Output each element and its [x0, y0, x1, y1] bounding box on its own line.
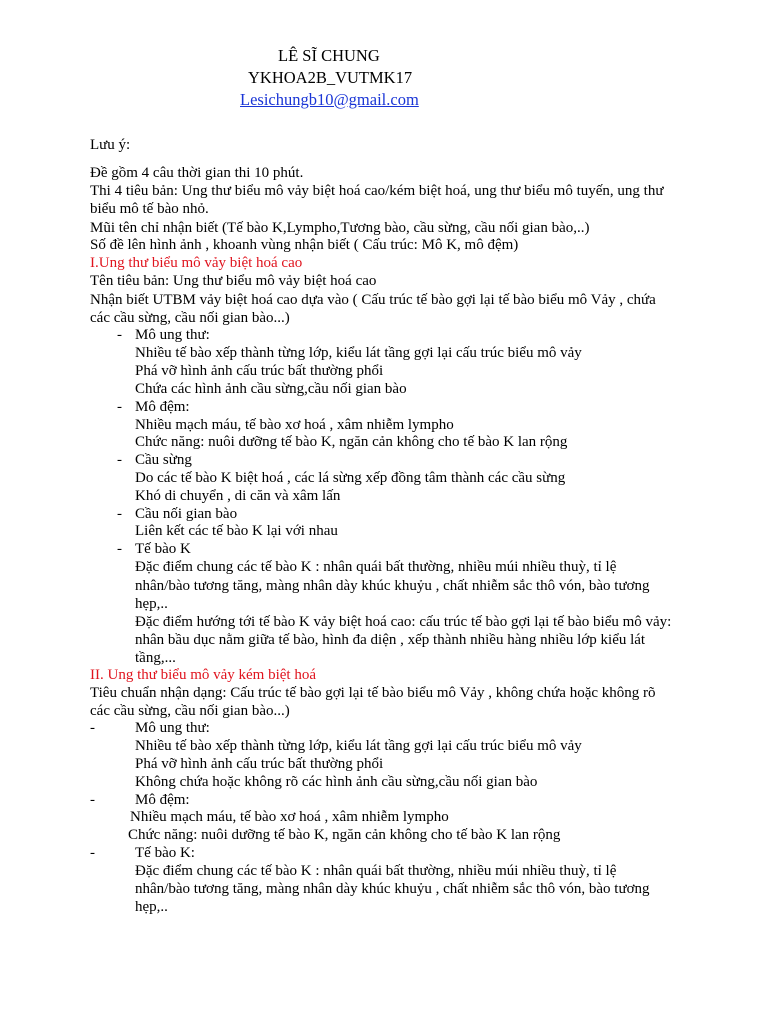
body-line: các cầu sừng, cầu nối gian bào...)	[90, 703, 290, 719]
list-line: Nhiều mạch máu, tế bào xơ hoá , xâm nhiễm lympho	[135, 417, 454, 433]
list-line: tầng,...	[135, 650, 176, 666]
list-line: Chức năng: nuôi dưỡng tế bào K, ngăn cản không cho tế bào K lan rộng	[135, 434, 568, 450]
list-line: Nhiều tế bào xếp thành từng lớp, kiểu lát tầng gợi lại cấu trúc biểu mô vảy	[135, 345, 582, 361]
author-name: LÊ SĨ CHUNG	[278, 46, 380, 65]
note-label: Lưu ý:	[90, 137, 131, 153]
list-bullet: -	[117, 399, 122, 415]
note-line: Mũi tên chỉ nhận biết (Tế bào K,Lympho,Tương bào, cầu sừng, cầu nối gian bào,..)	[90, 220, 590, 236]
list-title: Mô ung thư:	[135, 720, 210, 736]
body-line: Tiêu chuẩn nhận dạng: Cấu trúc tế bào gợi lại tế bào biểu mô Vảy , không chứa hoặc không rõ	[90, 685, 656, 701]
list-line: Đặc điểm chung các tế bào K : nhân quái bất thường, nhiều múi nhiều thuỳ, tỉ lệ	[135, 559, 617, 575]
list-line: hẹp,..	[135, 596, 168, 612]
email-link[interactable]: Lesichungb10@gmail.com	[240, 90, 419, 109]
list-line: hẹp,..	[135, 899, 168, 915]
list-line: Phá vỡ hình ảnh cấu trúc bất thường phổi	[135, 363, 384, 379]
list-line: Chức năng: nuôi dưỡng tế bào K, ngăn cản không cho tế bào K lan rộng	[128, 827, 561, 843]
list-bullet: -	[90, 792, 95, 808]
list-line: Đặc điểm chung các tế bào K : nhân quái bất thường, nhiều múi nhiều thuỳ, tỉ lệ	[135, 863, 617, 879]
class-code: YKHOA2B_VUTMK17	[248, 68, 413, 87]
list-bullet: -	[90, 845, 95, 861]
list-line: nhân/bào tương tăng, màng nhân dày khúc khuỷu , chất nhiễm sắc thô vón, bào tương	[135, 578, 650, 594]
note-line: Đề gồm 4 câu thời gian thi 10 phút.	[90, 165, 304, 181]
list-bullet: -	[117, 506, 122, 522]
note-line: Thi 4 tiêu bản: Ung thư biểu mô vảy biệt hoá cao/kém biệt hoá, ung thư biểu mô tuyến, ung thư	[90, 183, 664, 199]
note-line: biểu mô tế bào nhỏ.	[90, 201, 209, 217]
body-line: Tên tiêu bản: Ung thư biểu mô vảy biệt hoá cao	[90, 273, 377, 289]
list-line: Chứa các hình ảnh cầu sừng,cầu nối gian bào	[135, 381, 407, 397]
list-title: Mô đệm:	[135, 792, 190, 808]
list-line: Không chứa hoặc không rõ các hình ảnh cầu sừng,cầu nối gian bào	[135, 774, 538, 790]
list-line: nhân bầu dục nằm giữa tế bào, hình đa diện , xếp thành nhiều hàng nhiều lớp kiểu lát	[135, 632, 646, 648]
section-heading: I.Ung thư biểu mô vảy biệt hoá cao	[90, 255, 303, 271]
list-title: Tế bào K	[135, 541, 191, 557]
list-title: Cầu sừng	[135, 452, 192, 468]
section-heading: II. Ung thư biểu mô vảy kém biệt hoá	[90, 667, 316, 683]
list-title: Mô ung thư:	[135, 327, 210, 343]
list-line: Phá vỡ hình ảnh cấu trúc bất thường phổi	[135, 756, 384, 772]
list-title: Tế bào K:	[135, 845, 195, 861]
list-line: Nhiều mạch máu, tế bào xơ hoá , xâm nhiễm lympho	[130, 809, 449, 825]
list-line: Liên kết các tế bào K lại với nhau	[135, 523, 338, 539]
note-line: Số đề lên hình ảnh , khoanh vùng nhận biết ( Cấu trúc: Mô K, mô đệm)	[90, 237, 519, 253]
list-bullet: -	[90, 720, 95, 736]
body-line: Nhận biết UTBM vảy biệt hoá cao dựa vào ( Cấu trúc tế bào gợi lại tế bào biểu mô Vảy , chứa	[90, 292, 656, 308]
body-line: các cầu sừng, cầu nối gian bào...)	[90, 310, 290, 326]
list-line: Do các tế bào K biệt hoá , các lá sừng xếp đồng tâm thành các cầu sừng	[135, 470, 566, 486]
list-line: nhân/bào tương tăng, màng nhân dày khúc khuỷu , chất nhiễm sắc thô vón, bào tương	[135, 881, 650, 897]
list-line: Đặc điểm hướng tới tế bào K vảy biệt hoá cao: cấu trúc tế bào gợi lại tế bào biểu mô vảy:	[135, 614, 672, 630]
list-bullet: -	[117, 327, 122, 343]
list-title: Mô đệm:	[135, 399, 190, 415]
list-bullet: -	[117, 541, 122, 557]
list-title: Cầu nối gian bào	[135, 506, 238, 522]
list-line: Nhiều tế bào xếp thành từng lớp, kiểu lát tầng gợi lại cấu trúc biểu mô vảy	[135, 738, 582, 754]
list-line: Khó di chuyển , di căn và xâm lấn	[135, 488, 341, 504]
list-bullet: -	[117, 452, 122, 468]
